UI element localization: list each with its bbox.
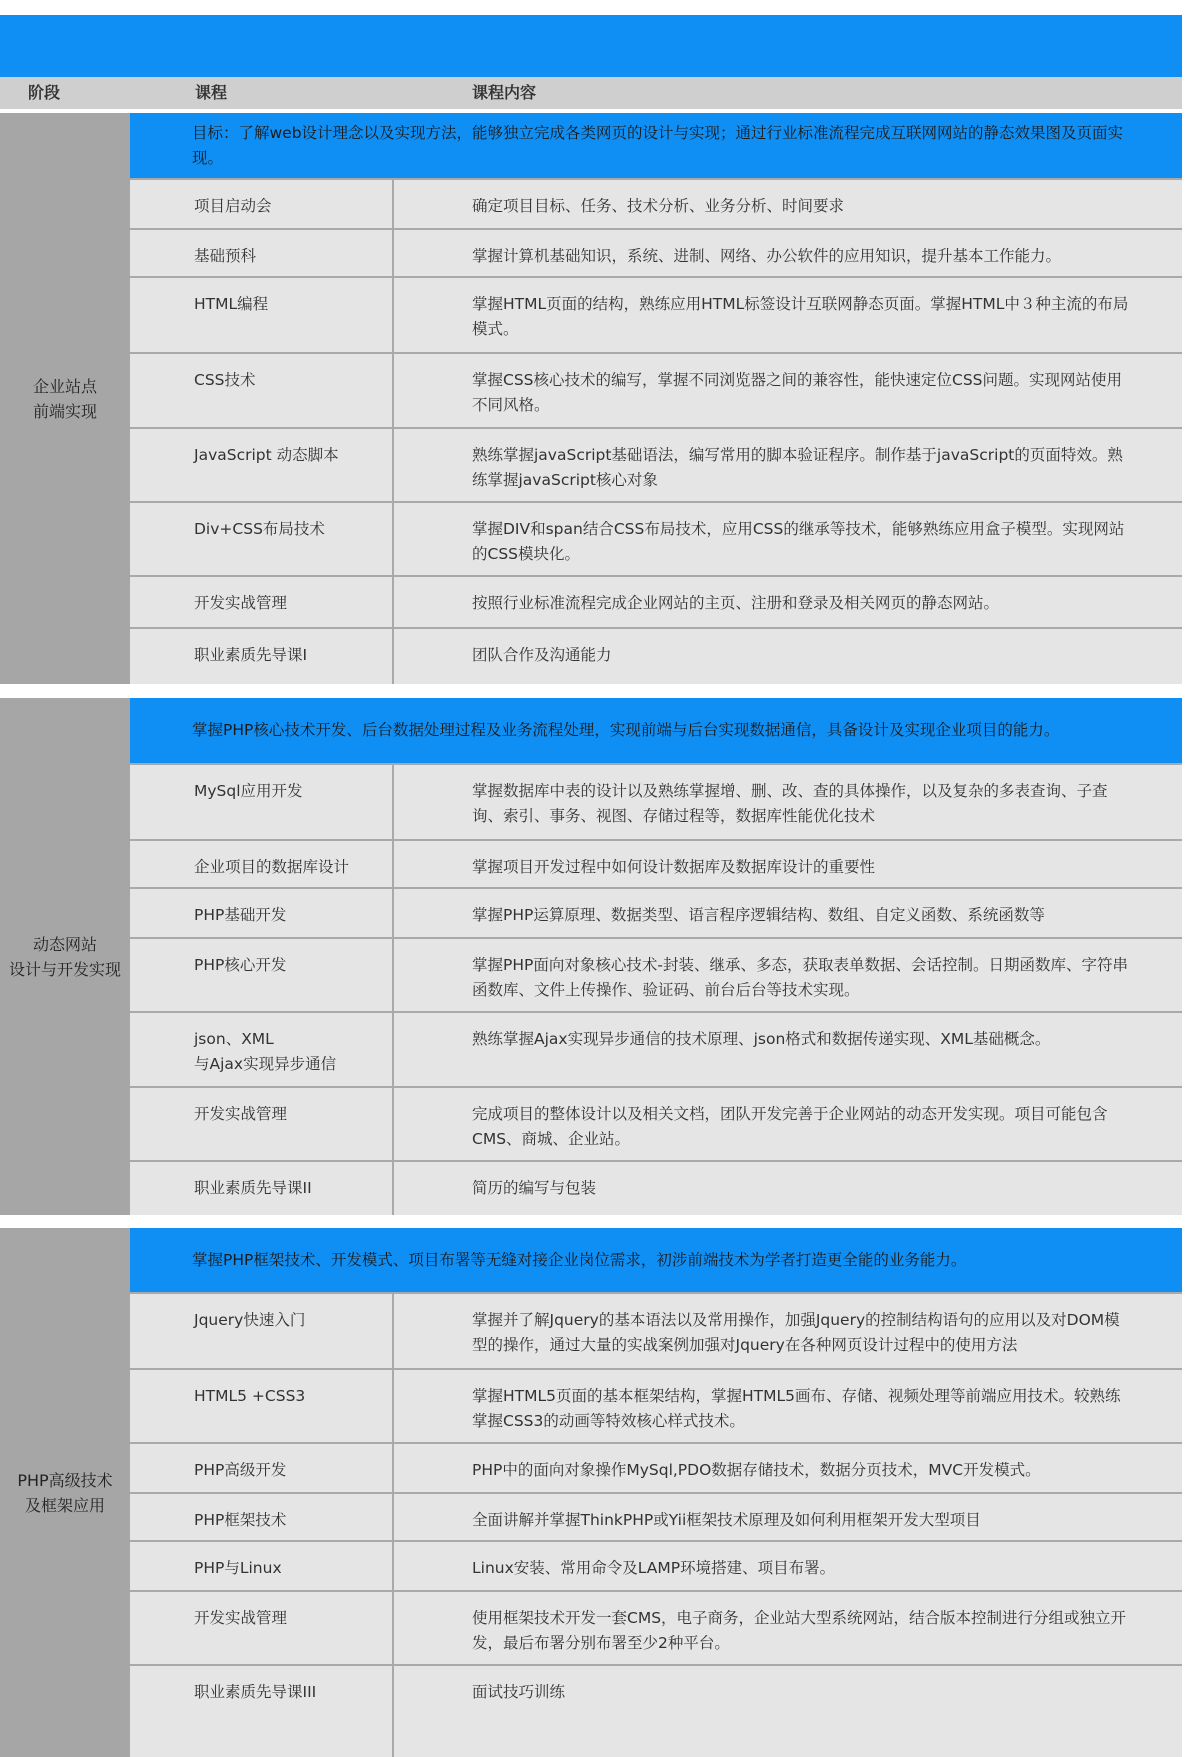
table-row bbox=[130, 1492, 1182, 1540]
course-name: 开发实战管理 bbox=[194, 1105, 288, 1123]
table-row bbox=[130, 1664, 1182, 1757]
course-cell bbox=[130, 1666, 394, 1757]
top-banner bbox=[0, 15, 1182, 77]
course-name: CSS技术 bbox=[194, 371, 256, 389]
course-content: 按照行业标准流程完成企业网站的主页、注册和登录及相关网页的静态网站。 bbox=[472, 594, 1000, 612]
course-content: 完成项目的整体设计以及相关文档，团队开发完善于企业网站的动态开发实现。项目可能包含CMS、商城、企业站。 bbox=[472, 1105, 1108, 1148]
section-frontend bbox=[0, 113, 1182, 684]
course-content: 熟练掌握Ajax实现异步通信的技术原理、json格式和数据传递实现、XML基础概念。 bbox=[472, 1030, 1051, 1048]
table-row bbox=[130, 839, 1182, 887]
course-name: Div+CSS布局技术 bbox=[194, 520, 325, 538]
table-row bbox=[130, 501, 1182, 575]
stage-label: 企业站点 前端实现 bbox=[32, 376, 97, 421]
course-cell bbox=[130, 1088, 394, 1160]
course-content: 掌握并了解Jquery的基本语法以及常用操作，加强Jquery的控制结构语句的应用以及对DOM模型的操作，通过大量的实战案例加强对Jquery在各种网页设计过程中的使用方法 bbox=[472, 1311, 1120, 1354]
course-cell bbox=[130, 841, 394, 887]
course-content: 面试技巧训练 bbox=[472, 1683, 566, 1701]
course-content: 掌握CSS核心技术的编写，掌握不同浏览器之间的兼容性，能快速定位CSS问题。实现网站使用不同风格。 bbox=[472, 371, 1123, 414]
course-cell bbox=[130, 577, 394, 627]
course-name: 开发实战管理 bbox=[194, 594, 288, 612]
course-name: 职业素质先导课I bbox=[194, 646, 308, 664]
table-header bbox=[0, 77, 1182, 109]
table-row bbox=[130, 1442, 1182, 1492]
stage-cell bbox=[0, 698, 130, 1215]
course-name: PHP与Linux bbox=[194, 1559, 282, 1577]
course-content: 掌握计算机基础知识，系统、进制、网络、办公软件的应用知识，提升基本工作能力。 bbox=[472, 247, 1062, 265]
course-name: MySql应用开发 bbox=[194, 782, 303, 800]
course-content: 掌握HTML5页面的基本框架结构，掌握HTML5画布、存储、视频处理等前端应用技术。较熟练掌握CSS3的动画等特效核心样式技术。 bbox=[472, 1387, 1121, 1430]
stage-cell bbox=[0, 1228, 130, 1757]
course-name: JavaScript 动态脚本 bbox=[194, 446, 339, 464]
table-row bbox=[130, 1590, 1182, 1664]
table-row bbox=[130, 352, 1182, 427]
table-row bbox=[130, 763, 1182, 839]
header-content: 课程内容 bbox=[472, 83, 537, 102]
course-cell bbox=[130, 1444, 394, 1492]
course-cell bbox=[130, 503, 394, 575]
course-cell bbox=[130, 230, 394, 276]
section-goal: 目标：了解web设计理念以及实现方法，能够独立完成各类网页的设计与实现；通过行业标准流程完成互联网网站的静态效果图及页面实现。 bbox=[130, 113, 1182, 178]
course-name: PHP基础开发 bbox=[194, 906, 287, 924]
course-content: 全面讲解并掌握ThinkPHP或Yii框架技术原理及如何利用框架开发大型项目 bbox=[472, 1511, 981, 1529]
section-php-advanced bbox=[0, 1228, 1182, 1757]
header-course: 课程 bbox=[195, 83, 228, 102]
course-content: 简历的编写与包装 bbox=[472, 1179, 597, 1197]
course-cell bbox=[130, 1542, 394, 1590]
course-cell bbox=[130, 278, 394, 352]
table-row bbox=[130, 1011, 1182, 1086]
course-cell bbox=[130, 1294, 394, 1368]
course-name: Jquery快速入门 bbox=[194, 1311, 306, 1329]
table-row bbox=[130, 937, 1182, 1011]
stage-label: 动态网站 设计与开发实现 bbox=[8, 934, 121, 979]
course-cell bbox=[130, 1370, 394, 1442]
course-name: HTML编程 bbox=[194, 295, 269, 313]
table-row bbox=[130, 178, 1182, 228]
course-cell bbox=[130, 939, 394, 1011]
course-content: 使用框架技术开发一套CMS，电子商务，企业站大型系统网站，结合版本控制进行分组或独立开发，最后布署分别布署至少2种平台。 bbox=[472, 1609, 1127, 1652]
course-cell bbox=[130, 765, 394, 839]
section-dynamic-site bbox=[0, 698, 1182, 1215]
course-content: Linux安装、常用命令及LAMP环境搭建、项目布署。 bbox=[472, 1559, 836, 1577]
course-name: 项目启动会 bbox=[194, 197, 272, 215]
stage-cell bbox=[0, 113, 130, 684]
course-cell bbox=[130, 1494, 394, 1540]
stage-label: PHP高级技术 及框架应用 bbox=[17, 1470, 113, 1515]
course-name: PHP核心开发 bbox=[194, 956, 287, 974]
section-goal: 掌握PHP核心技术开发、后台数据处理过程及业务流程处理，实现前端与后台实现数据通信，具备设计及实现企业项目的能力。 bbox=[130, 698, 1182, 763]
course-content: 团队合作及沟通能力 bbox=[472, 646, 612, 664]
header-stage: 阶段 bbox=[28, 83, 61, 102]
table-row bbox=[130, 887, 1182, 937]
course-cell bbox=[130, 354, 394, 427]
course-content: 掌握数据库中表的设计以及熟练掌握增、删、改、查的具体操作，以及复杂的多表查询、子查询、索引、事务、视图、存储过程等，数据库性能优化技术 bbox=[472, 782, 1108, 825]
table-row bbox=[130, 1292, 1182, 1368]
table-row bbox=[130, 575, 1182, 627]
course-name: 职业素质先导课II bbox=[194, 1179, 312, 1197]
table-row bbox=[130, 427, 1182, 501]
table-row bbox=[130, 228, 1182, 276]
course-content: 掌握HTML页面的结构，熟练应用HTML标签设计互联网静态页面。掌握HTML中３种主流的布局模式。 bbox=[472, 295, 1129, 338]
course-content: PHP中的面向对象操作MySql,PDO数据存储技术，数据分页技术，MVC开发模式。 bbox=[472, 1461, 1041, 1479]
table-row bbox=[130, 627, 1182, 684]
table-row bbox=[130, 1160, 1182, 1215]
course-name: PHP框架技术 bbox=[194, 1511, 287, 1529]
course-cell bbox=[130, 1162, 394, 1215]
table-row bbox=[130, 1368, 1182, 1442]
course-content: 掌握PHP面向对象核心技术-封装、继承、多态，获取表单数据、会话控制。日期函数库、字符串函数库、文件上传操作、验证码、前台后台等技术实现。 bbox=[472, 956, 1128, 999]
course-content: 掌握项目开发过程中如何设计数据库及数据库设计的重要性 bbox=[472, 858, 876, 876]
course-cell bbox=[130, 889, 394, 937]
course-content: 掌握DIV和span结合CSS布局技术，应用CSS的继承等技术，能够熟练应用盒子模型。实现网站的CSS模块化。 bbox=[472, 520, 1125, 563]
table-row bbox=[130, 1086, 1182, 1160]
course-cell bbox=[130, 629, 394, 684]
course-content: 掌握PHP运算原理、数据类型、语言程序逻辑结构、数组、自定义函数、系统函数等 bbox=[472, 906, 1045, 924]
course-name: 基础预科 bbox=[194, 247, 257, 265]
course-name: 开发实战管理 bbox=[194, 1609, 288, 1627]
course-name: PHP高级开发 bbox=[194, 1461, 287, 1479]
section-goal: 掌握PHP框架技术、开发模式、项目布署等无缝对接企业岗位需求，初涉前端技术为学者打造更全能的业务能力。 bbox=[130, 1228, 1182, 1292]
course-cell bbox=[130, 1013, 394, 1086]
table-row bbox=[130, 1540, 1182, 1590]
course-cell bbox=[130, 429, 394, 501]
course-name: 职业素质先导课III bbox=[194, 1683, 317, 1701]
course-content: 确定项目目标、任务、技术分析、业务分析、时间要求 bbox=[472, 197, 845, 215]
course-content: 熟练掌握javaScript基础语法，编写常用的脚本验证程序。制作基于javaScript的页面特效。熟练掌握javaScript核心对象 bbox=[472, 446, 1123, 489]
course-cell bbox=[130, 1592, 394, 1664]
table-row bbox=[130, 276, 1182, 352]
course-name: HTML5 +CSS3 bbox=[194, 1387, 306, 1405]
course-name: json、XML 与Ajax实现异步通信 bbox=[194, 1030, 337, 1073]
course-cell bbox=[130, 180, 394, 228]
course-name: 企业项目的数据库设计 bbox=[194, 858, 350, 876]
